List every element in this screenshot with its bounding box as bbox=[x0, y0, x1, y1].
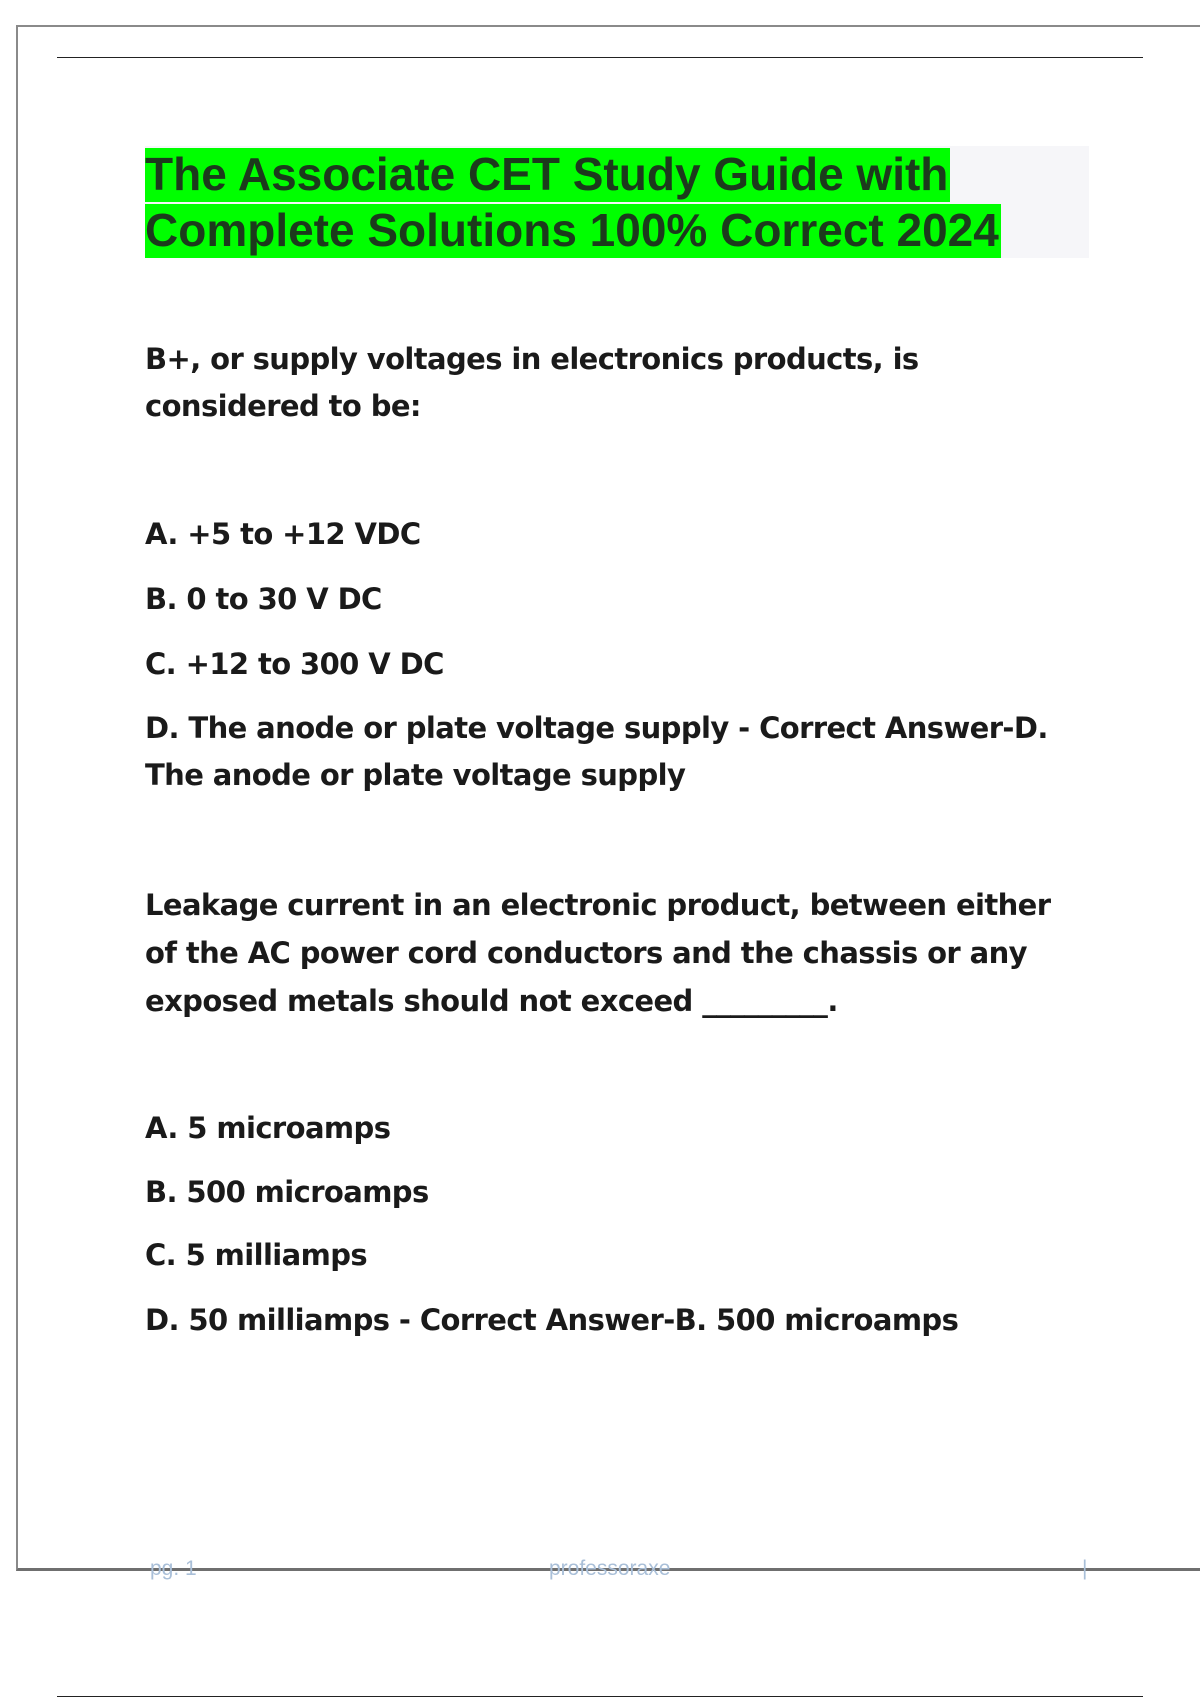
question-1-option-b: B. 0 to 30 V DC bbox=[145, 582, 382, 616]
question-1-option-a: A. +5 to +12 VDC bbox=[145, 517, 421, 551]
document-title bbox=[145, 146, 1089, 258]
question-2-option-d: D. 50 milliamps - Correct Answer-B. 500 microamps bbox=[145, 1303, 959, 1337]
title-line-2: Complete Solutions 100% Correct 2024 bbox=[145, 204, 999, 256]
question-2-text: Leakage current in an electronic product, between either of the AC power cord conductors and the chassis or any exposed metals should not exceed _________. bbox=[145, 888, 1051, 1018]
question-2-option-b: B. 500 microamps bbox=[145, 1175, 429, 1209]
question-1-text: B+, or supply voltages in electronics products, is considered to be: bbox=[145, 342, 919, 423]
question-2-option-a: A. 5 microamps bbox=[145, 1111, 391, 1145]
bottom-rule bbox=[57, 1696, 1143, 1697]
question-1-option-c: C. +12 to 300 V DC bbox=[145, 647, 444, 681]
footer-mark: | bbox=[1082, 1557, 1088, 1580]
title-block bbox=[145, 146, 1089, 258]
question-2-option-c: C. 5 milliamps bbox=[145, 1238, 368, 1272]
header-rule bbox=[57, 57, 1143, 58]
question-1-option-d: D. The anode or plate voltage supply - Correct Answer-D. The anode or plate voltage supply bbox=[145, 711, 1048, 792]
footer-author: professoraxe bbox=[549, 1557, 671, 1580]
footer-page-number: pg. 1 bbox=[150, 1557, 197, 1580]
title-line-1: The Associate CET Study Guide with bbox=[145, 148, 949, 200]
